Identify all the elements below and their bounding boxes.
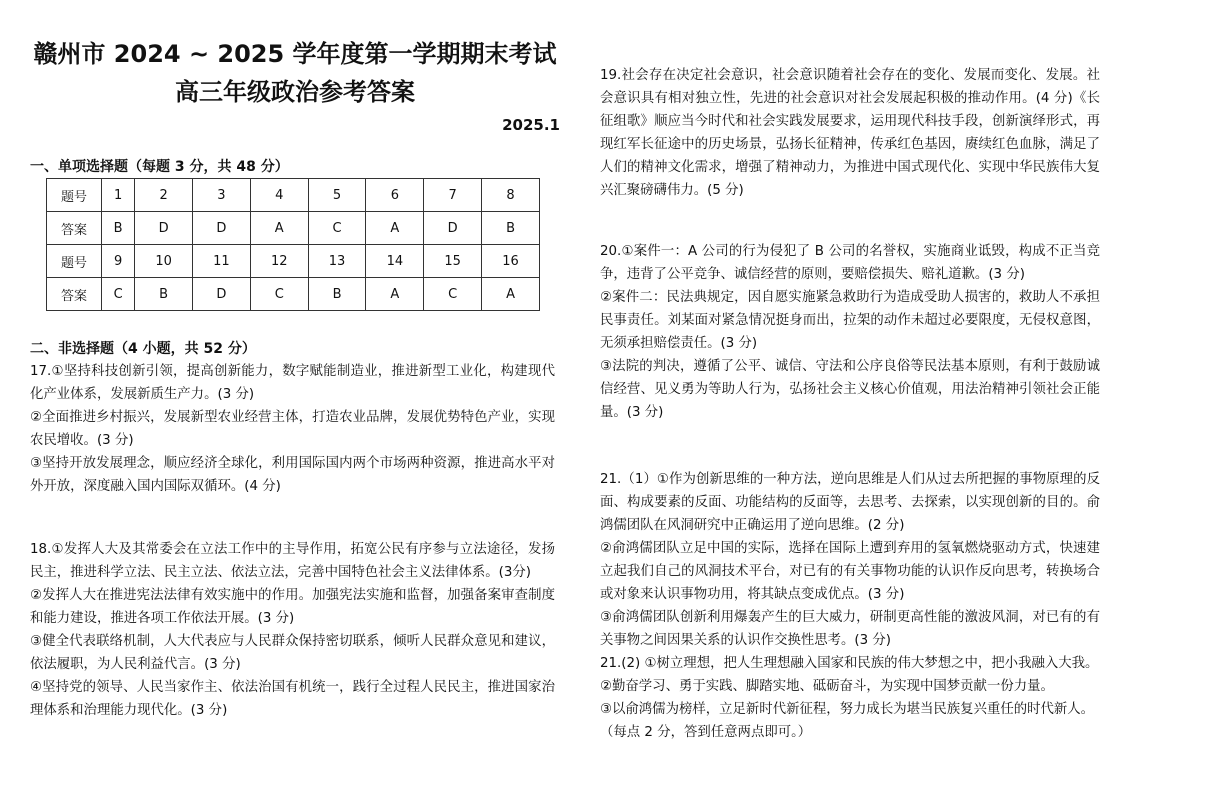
answer-point: ③坚持开放发展理念，顺应经济全球化，利用国际国内两个市场两种资源，推进高水平对外开放，深度融入国内国际双循环。(4 分): [30, 456, 555, 494]
answer-table-row: [47, 212, 540, 245]
answer-table-cell: C: [424, 278, 482, 311]
answer-point: ②勤奋学习、勇于实践、脚踏实地、砥砺奋斗，为实现中国梦贡献一份力量。: [600, 679, 1054, 694]
answer-point: ③法院的判决，遵循了公平、诚信、守法和公序良俗等民法基本原则，有利于鼓励诚信经营、见义勇为等助人行为，弘扬社会主义核心价值观，用法治精神引领社会正能量。(3 分): [600, 359, 1100, 420]
answer-table-cell: A: [482, 278, 540, 311]
answer-table-cell: D: [135, 212, 193, 245]
answer-point: ②发挥人大在推进宪法法律有效实施中的作用。加强宪法实施和监督，加强备案审查制度和能力建设，推进各项工作依法开展。(3 分): [30, 588, 555, 626]
answer-table-cell: 9: [102, 245, 135, 278]
answer-table-cell: 8: [482, 179, 540, 212]
answer-table-cell: 11: [193, 245, 251, 278]
answer-table-cell: C: [308, 212, 366, 245]
answer-point: ②全面推进乡村振兴，发展新型农业经营主体，打造农业品牌，发展优势特色产业，实现农民增收。(3 分): [30, 410, 555, 448]
answer-point: ②案件二：民法典规定，因自愿实施紧急救助行为造成受助人损害的，救助人不承担民事责任。刘某面对紧急情况挺身而出，拉架的动作未超过必要限度，无侵权意图，无须承担赔偿责任。(3 分): [600, 290, 1100, 351]
section-2-heading: 二、非选择题（4 小题，共 52 分）: [30, 341, 256, 357]
document-title: 赣州市 2024 ~ 2025 学年度第一学期期末考试: [33, 40, 557, 68]
answer-table-cell: 13: [308, 245, 366, 278]
answer-table-cell: D: [193, 212, 251, 245]
section-1-heading: 一、单项选择题（每题 3 分，共 48 分）: [30, 159, 289, 175]
answer-table-row: [47, 245, 540, 278]
answer-table-cell: 12: [250, 245, 308, 278]
answer-table-cell: 2: [135, 179, 193, 212]
document-subtitle: 高三年级政治参考答案: [175, 78, 415, 106]
question-20-answer: [600, 240, 1100, 424]
answer-table-cell: 14: [366, 245, 424, 278]
answer-table-cell: 5: [308, 179, 366, 212]
answer-point: 21.(2) ①树立理想，把人生理想融入国家和民族的伟大梦想之中，把小我融入大我。: [600, 656, 1099, 671]
answer-table: [46, 178, 540, 311]
answer-table-cell: 4: [250, 179, 308, 212]
answer-point: ④坚持党的领导、人民当家作主、依法治国有机统一，践行全过程人民民主，推进国家治理体系和治理能力现代化。(3 分): [30, 680, 555, 718]
answer-point: （每点 2 分，答到任意两点即可。）: [600, 725, 812, 740]
answer-table-row: [47, 278, 540, 311]
answer-table-cell: C: [102, 278, 135, 311]
document-date: 2025.1: [502, 116, 560, 134]
answer-point: ③健全代表联络机制，人大代表应与人民群众保持密切联系，倾听人民群众意见和建议，依法履职，为人民利益代言。(3 分): [30, 634, 555, 672]
question-21-answer: [600, 468, 1100, 744]
answer-point: 17.①坚持科技创新引领，提高创新能力，数字赋能制造业，推进新型工业化，构建现代化产业体系，发展新质生产力。(3 分): [30, 364, 555, 402]
answer-table-cell: A: [366, 212, 424, 245]
answer-point: 21.（1）①作为创新思维的一种方法，逆向思维是人们从过去所把握的事物原理的反面、构成要素的反面、功能结构的反面等，去思考、去探索，以实现创新的目的。俞鸿儒团队在风洞研究中正确运用了逆向思维。(2 分): [600, 472, 1100, 533]
answer-table-cell: A: [250, 212, 308, 245]
answer-table-cell: B: [482, 212, 540, 245]
answer-table-cell: 16: [482, 245, 540, 278]
answer-table-cell: B: [135, 278, 193, 311]
question-19-answer: [600, 64, 1100, 202]
answer-table-cell: 10: [135, 245, 193, 278]
answer-point: ③以俞鸿儒为榜样，立足新时代新征程，努力成长为堪当民族复兴重任的时代新人。: [600, 702, 1095, 717]
answer-table-cell: 7: [424, 179, 482, 212]
answer-table-cell: 3: [193, 179, 251, 212]
answer-table-row-header: 题号: [47, 179, 102, 212]
answer-table-cell: D: [193, 278, 251, 311]
answer-table-cell: B: [308, 278, 366, 311]
answer-table-row-header: 题号: [47, 245, 102, 278]
answer-table-cell: A: [366, 278, 424, 311]
answer-table-cell: 6: [366, 179, 424, 212]
answer-table-cell: C: [250, 278, 308, 311]
answer-table-row-header: 答案: [47, 278, 102, 311]
question-18-answer: [30, 538, 555, 722]
answer-table-cell: 1: [102, 179, 135, 212]
answer-point: 20.①案件一：A 公司的行为侵犯了 B 公司的名誉权，实施商业诋毁，构成不正当竞争，违背了公平竞争、诚信经营的原则，要赔偿损失、赔礼道歉。(3 分): [600, 244, 1100, 282]
answer-point: ③俞鸿儒团队创新利用爆轰产生的巨大威力，研制更高性能的激波风洞，对已有的有关事物之间因果关系的认识作交换性思考。(3 分): [600, 610, 1100, 648]
answer-point: 18.①发挥人大及其常委会在立法工作中的主导作用，拓宽公民有序参与立法途径，发扬民主，推进科学立法、民主立法、依法立法，完善中国特色社会主义法律体系。(3分): [30, 542, 555, 580]
answer-table-cell: B: [102, 212, 135, 245]
answer-point: ②俞鸿儒团队立足中国的实际，选择在国际上遭到弃用的氢氧燃烧驱动方式，快速建立起我们自己的风洞技术平台，对已有的有关事物功能的认识作反向思考，转换场合或对象来认识事物功用，将其缺点变成优点。(3 分): [600, 541, 1100, 602]
answer-table-cell: 15: [424, 245, 482, 278]
answer-table-row-header: 答案: [47, 212, 102, 245]
answer-table-row: [47, 179, 540, 212]
answer-point: 19.社会存在决定社会意识，社会意识随着社会存在的变化、发展而变化、发展。社会意识具有相对独立性，先进的社会意识对社会发展起积极的推动作用。(4 分)《长征组歌》顺应当今时代和社会实践发展要求，运用现代科技手段，创新演绎形式，再现红军长征途中的历史场景，弘扬长征精神，传承红色基因，赓续红色血脉，满足了人们的精神文化需求，增强了精神动力，为推进中国式现代化、实现中华民族伟大复兴汇聚磅礴伟力。(5 分): [600, 68, 1100, 198]
answer-table-cell: D: [424, 212, 482, 245]
question-17-answer: [30, 360, 555, 498]
